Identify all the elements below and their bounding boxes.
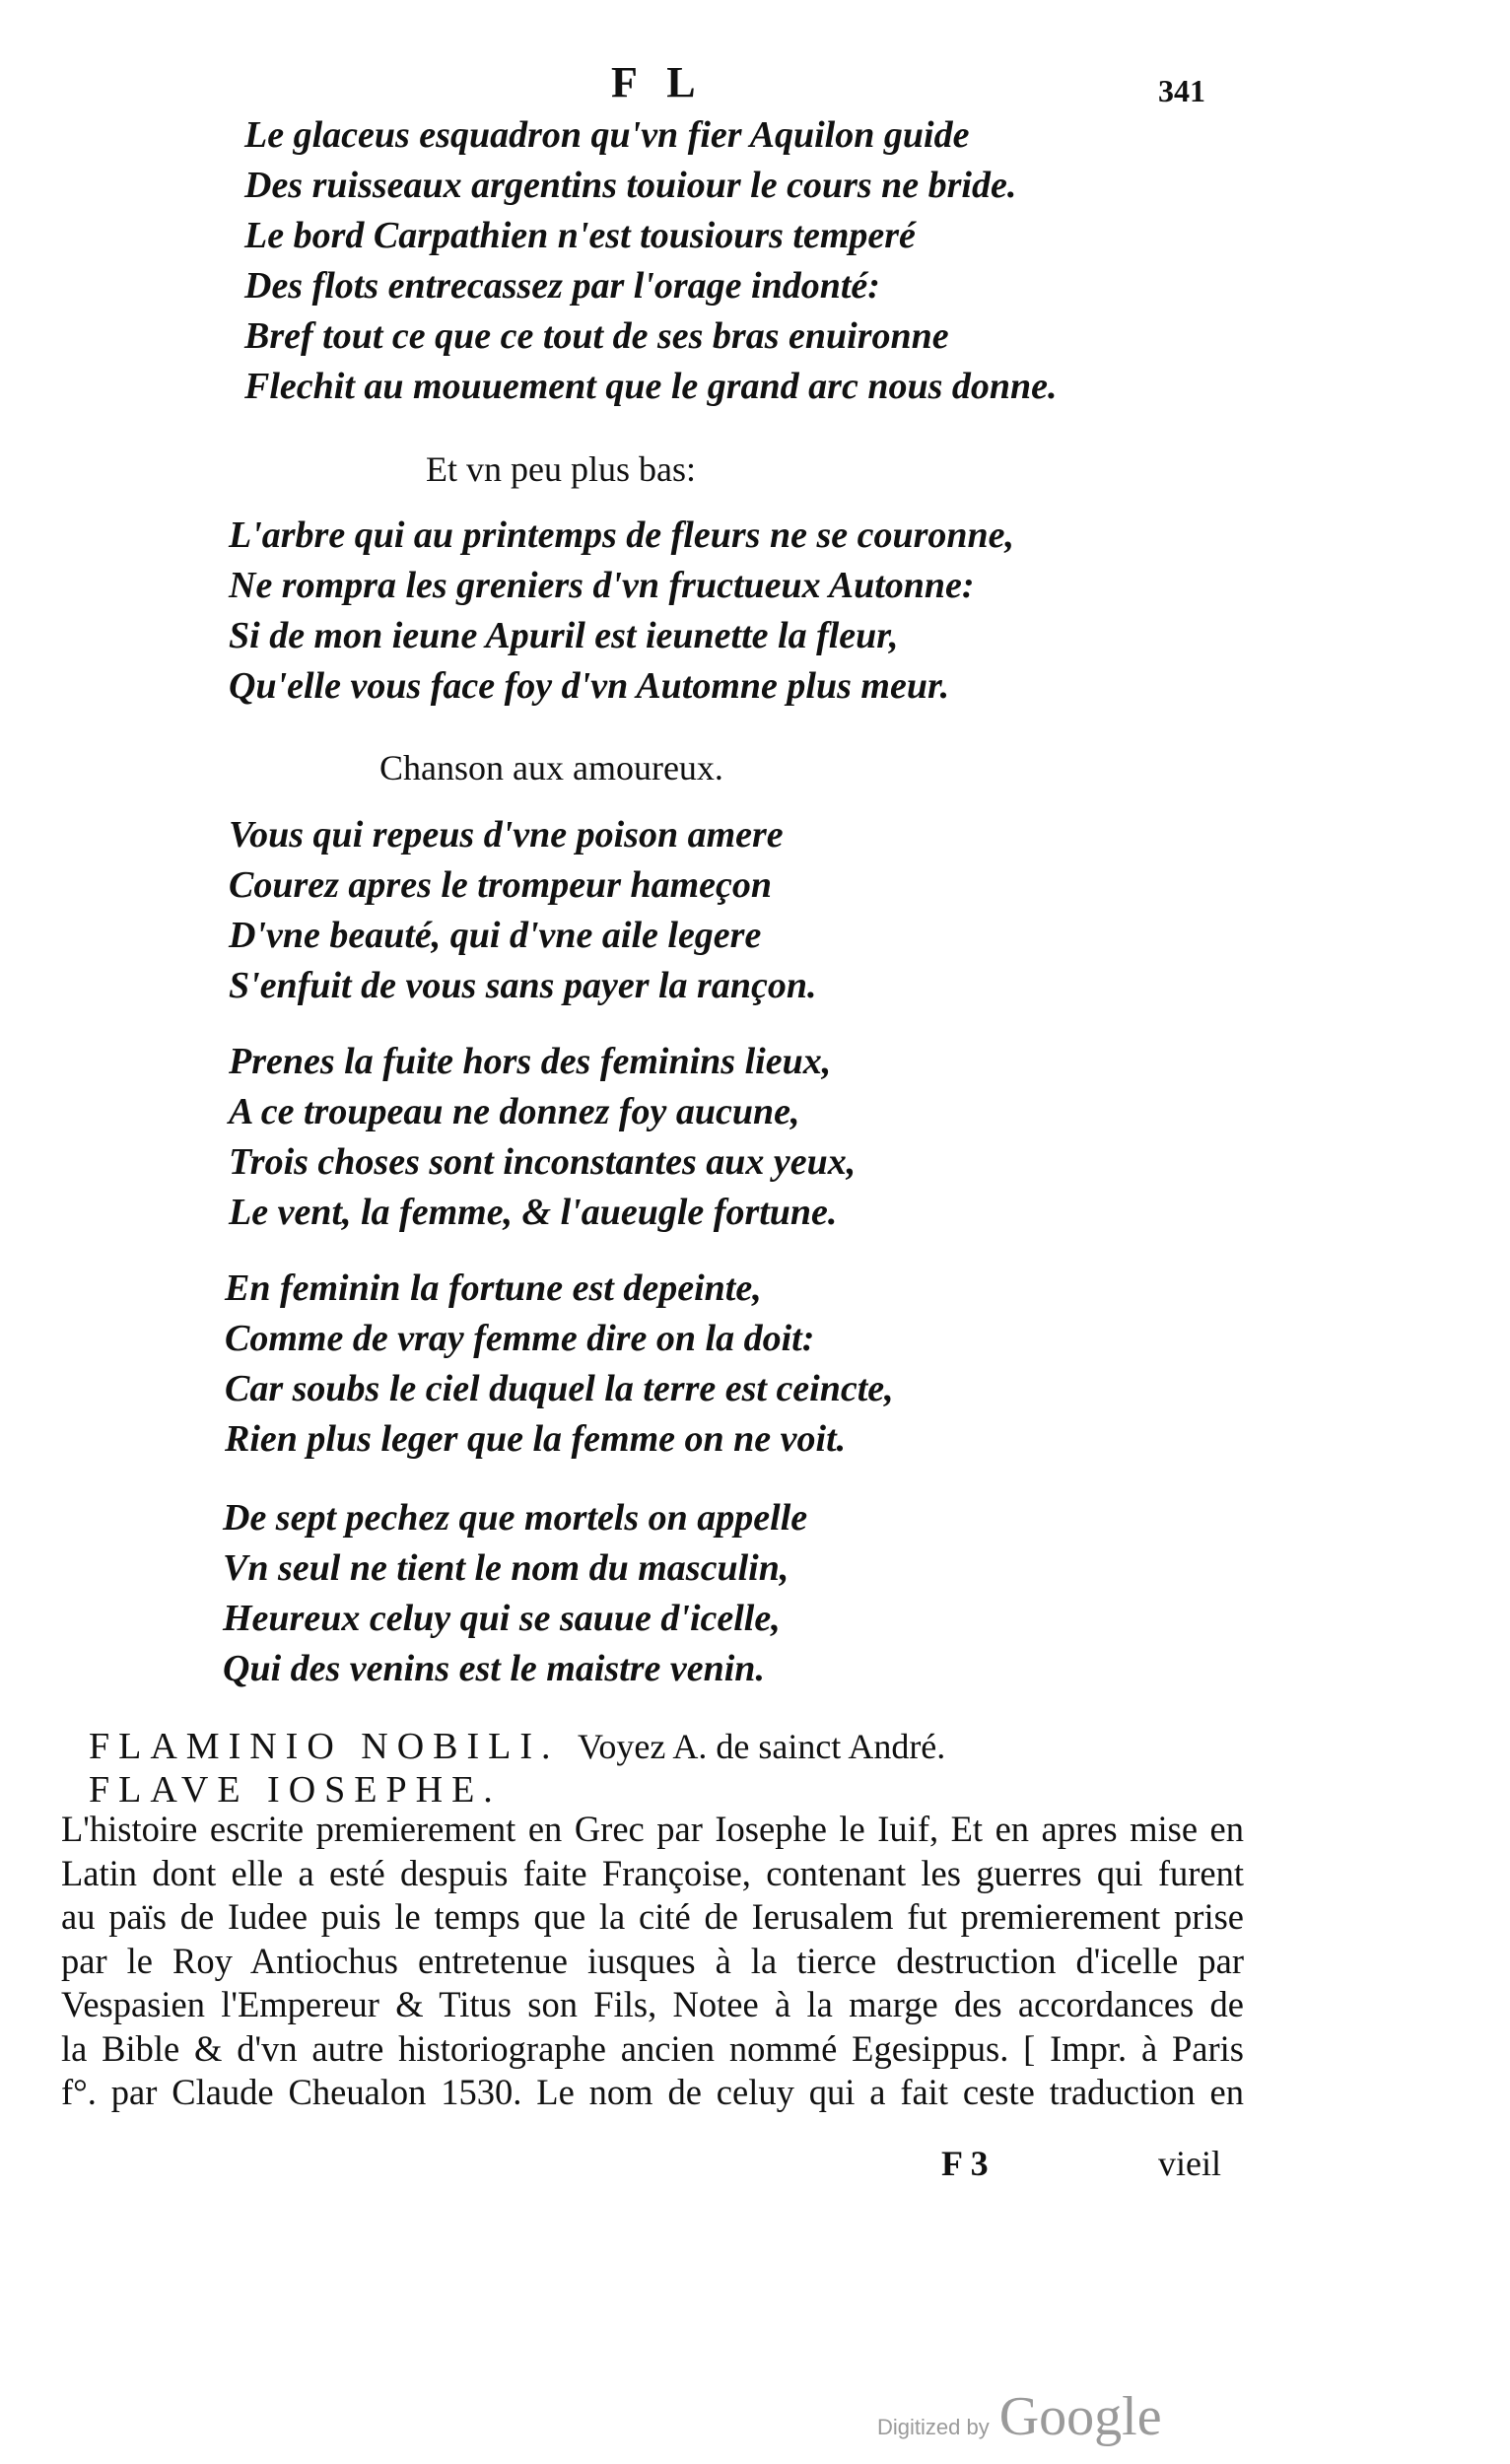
prose-line: au païs de Iudee puis le temps que la cité de Ierusalem fut premierement prise: [61, 1896, 1244, 1937]
poem-1-line: Des ruisseaux argentins touiour le cours ne bride.: [244, 165, 1017, 206]
prose-line: par le Roy Antiochus entretenue iusques à la tierce destruction d'icelle par: [61, 1940, 1244, 1981]
stanza-line: Heureux celuy qui se sauue d'icelle,: [223, 1598, 781, 1639]
stanza-line: Le vent, la femme, & l'aueugle fortune.: [229, 1192, 838, 1233]
entry-flave-iosephe: [89, 1768, 502, 1812]
page-number: 341: [1158, 73, 1205, 108]
prose-line: Vespasien l'Empereur & Titus son Fils, Notee à la marge des accordances de: [61, 1984, 1244, 2024]
entry-cross-reference: Voyez A. de sainct André.: [578, 1727, 946, 1766]
poem-1-line: Le bord Carpathien n'est tousiours temperé: [244, 215, 916, 256]
song-stanza-1: [229, 810, 816, 1011]
stanza-line: Comme de vray femme dire on la doit:: [225, 1318, 815, 1359]
song-stanza-4: [223, 1493, 807, 1694]
subhead-et-vn-peu: Et vn peu plus bas:: [426, 449, 696, 489]
subhead-chanson: Chanson aux amoureux.: [379, 748, 723, 787]
prose-line: L'histoire escrite premierement en Grec par Iosephe le Iuif, Et en apres mise en: [61, 1809, 1244, 1849]
song-stanza-3: [225, 1264, 894, 1465]
running-title: F L: [611, 58, 706, 106]
poem-2-line: Ne rompra les greniers d'vn fructueux Autonne:: [229, 565, 975, 606]
prose-line: f°. par Claude Cheualon 1530. Le nom de celuy qui a fait ceste traduction en: [61, 2072, 1244, 2112]
signature-mark: F 3: [941, 2144, 989, 2183]
stanza-line: Courez apres le trompeur hameçon: [229, 864, 773, 906]
prose-line: Latin dont elle a esté despuis faite Françoise, contenant les guerres qui furent: [61, 1852, 1244, 1893]
poem-1-line: Des flots entrecassez par l'orage indonté:: [244, 265, 880, 307]
stanza-line: Vn seul ne tient le nom du masculin,: [223, 1547, 789, 1589]
stanza-line: D'vne beauté, qui d'vne aile legere: [229, 915, 762, 956]
catchword: vieil: [1158, 2144, 1221, 2183]
poem-2: [229, 511, 1014, 712]
watermark-prefix: Digitized by: [877, 2415, 990, 2439]
poem-1: [244, 110, 1058, 412]
stanza-line: Trois choses sont inconstantes aux yeux,: [229, 1141, 857, 1183]
prose-paragraph: [61, 1808, 1244, 2115]
stanza-line: En feminin la fortune est depeinte,: [225, 1267, 762, 1309]
poem-2-line: Qu'elle vous face foy d'vn Automne plus meur.: [229, 665, 950, 707]
stanza-line: Vous qui repeus d'vne poison amere: [229, 814, 784, 856]
stanza-line: Prenes la fuite hors des feminins lieux,: [229, 1041, 832, 1082]
stanza-line: Qui des venins est le maistre venin.: [223, 1648, 765, 1689]
poem-2-line: L'arbre qui au printemps de fleurs ne se couronne,: [229, 514, 1015, 556]
poem-2-line: Si de mon ieune Apuril est ieunette la fleur,: [229, 615, 899, 656]
entry-name: FLAVE IOSEPHE.: [89, 1769, 502, 1811]
song-stanza-2: [229, 1037, 856, 1238]
poem-1-line: Flechit au mouuement que le grand arc nous donne.: [244, 366, 1058, 407]
stanza-line: Car soubs le ciel duquel la terre est ceincte,: [225, 1368, 894, 1409]
stanza-line: De sept pechez que mortels on appelle: [223, 1497, 808, 1539]
stanza-line: Rien plus leger que la femme on ne voit.: [225, 1418, 847, 1460]
digitized-watermark: [877, 2385, 1162, 2448]
prose-line: la Bible & d'vn autre historiographe ancien nommé Egesippus. [ Impr. à Paris: [61, 2027, 1244, 2069]
stanza-line: A ce troupeau ne donnez foy aucune,: [229, 1091, 800, 1132]
entry-flaminio-nobili: [89, 1725, 945, 1768]
entry-name: FLAMINIO NOBILI.: [89, 1726, 560, 1767]
poem-1-line: Bref tout ce que ce tout de ses bras enuironne: [244, 315, 949, 357]
stanza-line: S'enfuit de vous sans payer la rançon.: [229, 965, 817, 1006]
google-logo: Google: [998, 2386, 1162, 2447]
poem-1-line: Le glaceus esquadron qu'vn fier Aquilon guide: [244, 114, 970, 156]
